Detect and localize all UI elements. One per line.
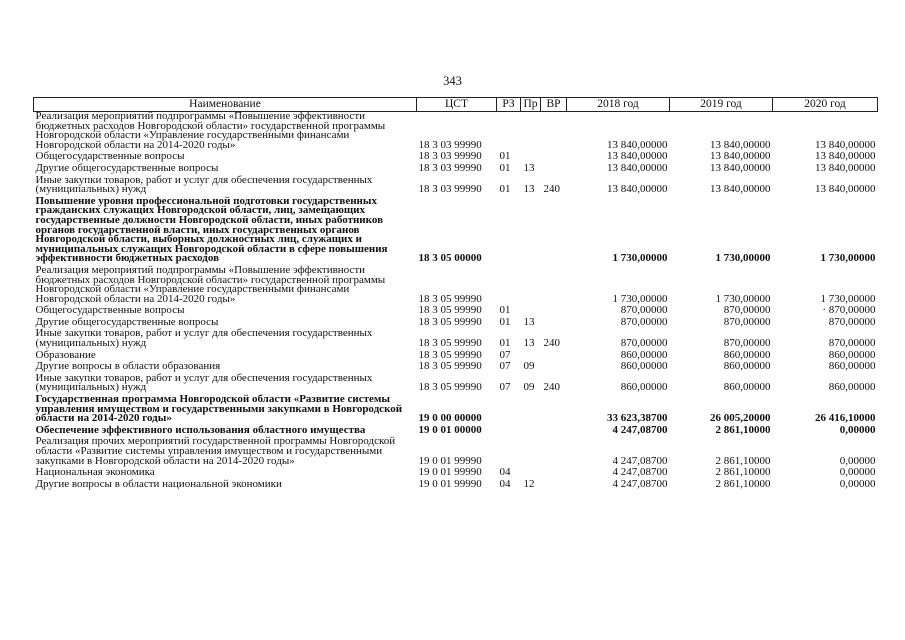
cell-vr [541,195,567,264]
cell-rz: 04 [499,477,511,490]
cell-name: Другие вопросы в области национальной экономики [35,477,282,490]
cell-pr: 13 [523,315,535,328]
cell-2019: 2 861,10000 [715,454,771,467]
cell-name: Реализация прочих мероприятий государственной программы Новгородской области «Развитие системы управления имуществом и государственными закупками в Новгородской области на 2014-2020 годы» [35,435,396,467]
cell-vr [541,393,567,424]
cell-name: Обеспечение эффективного использования областного имущества [35,423,366,436]
cell-2018: 860,00000 [620,360,668,373]
cell-pr: 13 [523,161,535,174]
cell-cst: 18 3 05 99990 [418,381,482,394]
cell-vr: 240 [543,381,560,394]
cell-name: Другие общегосударственные вопросы [35,315,219,328]
cell-2020: 13 840,00000 [815,138,876,151]
cell-2019: 2 861,10000 [715,423,771,436]
header-2020: 2020 год [773,98,878,112]
header-2018: 2018 год [567,98,670,112]
table-row [34,424,878,436]
cell-2019: 13 840,00000 [710,150,771,163]
table-row [34,327,878,348]
table-row [34,150,878,162]
cell-cst: 18 3 03 99990 [418,150,482,163]
cell-2018: 33 623,38700 [607,412,668,425]
cell-pr: 09 [523,360,535,373]
cell-2018: 4 247,08700 [612,466,668,479]
table-body [34,112,878,490]
cell-rz: 01 [499,304,511,317]
cell-2020: 0,00000 [839,466,876,479]
cell-2020: 13 840,00000 [815,161,876,174]
cell-vr [541,349,567,361]
cell-pr [521,264,541,304]
cell-2018: 860,00000 [620,381,668,394]
header-name: Наименование [34,98,417,112]
cell-pr [521,304,541,316]
cell-vr [541,360,567,372]
table-row [34,304,878,316]
cell-pr [521,435,541,466]
cell-name: Государственная программа Новгородской области «Развитие системы управления имуществом и государственными закупками в Новгородской области на 2014-2020 годы» [35,393,403,425]
cell-rz: 07 [499,348,511,361]
budget-table [33,97,878,489]
cell-rz [497,424,521,436]
cell-cst: 19 0 01 99990 [418,466,482,479]
cell-vr [541,304,567,316]
table-row [34,478,878,490]
cell-rz: 07 [499,360,511,373]
table-row [34,435,878,466]
cell-2020: 0,00000 [839,454,876,467]
table-row [34,112,878,151]
cell-vr [541,424,567,436]
cell-pr: 12 [523,477,535,490]
cell-cst: 18 3 05 99990 [418,292,482,305]
cell-rz [497,112,521,151]
cell-2019: 860,00000 [723,348,771,361]
cell-2020: 1 730,00000 [820,252,876,265]
table-row [34,466,878,478]
cell-2018: 870,00000 [620,337,668,350]
header-vr: ВР [541,98,567,112]
cell-name: Реализация мероприятий подпрограммы «Повышение эффективности бюджетных расходов Новгородской области» государственной программы Новгородской области «Управление государственными финансами Новгородской области на 2014-2020 годы» [35,110,386,151]
cell-pr [521,424,541,436]
table-row [34,162,878,174]
cell-rz: 01 [499,315,511,328]
cell-2020: 1 730,00000 [820,292,876,305]
table-row [34,372,878,393]
cell-rz: 01 [499,183,511,196]
cell-name: Повышение уровня профессиональной подготовки государственных гражданских служащих Новгородской области, лиц, замещающих государственные должности Новгородской области, иных работников органов государственной власти, иных государственных органов Новгородской области, выборных должностных лиц, служащих и муниципальных служащих Новгородской области в сфере повышения эффективности бюджетных расходов [35,194,388,265]
cell-2018: 13 840,00000 [607,161,668,174]
header-2019: 2019 год [670,98,773,112]
header-cst: ЦСТ [417,98,497,112]
cell-cst: 19 0 01 00000 [418,423,482,436]
cell-vr [541,435,567,466]
cell-2019: 26 005,20000 [710,412,771,425]
cell-rz: 01 [499,337,511,350]
table-row [34,393,878,424]
cell-vr [541,478,567,490]
cell-vr [541,466,567,478]
cell-pr [521,112,541,151]
cell-rz: 07 [499,381,511,394]
cell-cst: 19 0 01 99990 [418,477,482,490]
cell-cst: 18 3 05 99990 [418,304,482,317]
cell-2018: 13 840,00000 [607,183,668,196]
cell-cst: 18 3 05 00000 [418,252,482,265]
cell-2018: 1 730,00000 [612,252,668,265]
table-row [34,174,878,195]
cell-2020: 870,00000 [828,315,876,328]
cell-pr [521,195,541,264]
cell-2020: 860,00000 [828,360,876,373]
cell-cst: 18 3 05 99990 [418,348,482,361]
cell-cst: 18 3 05 99990 [418,315,482,328]
cell-2019: 870,00000 [723,315,771,328]
cell-rz: 04 [499,466,511,479]
cell-cst: 18 3 03 99990 [418,183,482,196]
cell-pr: 09 [523,381,535,394]
cell-name: Национальная экономика [35,466,155,479]
cell-2019: 860,00000 [723,381,771,394]
cell-cst: 19 0 00 00000 [418,412,482,425]
cell-2020: 860,00000 [828,348,876,361]
cell-2019: 860,00000 [723,360,771,373]
cell-2020: · 870,00000 [822,304,876,317]
header-rz: РЗ [497,98,521,112]
cell-vr [541,264,567,304]
cell-2020: 870,00000 [828,337,876,350]
cell-name: Другие вопросы в области образования [35,360,221,373]
cell-pr [521,150,541,162]
cell-name: Общегосударственные вопросы [35,304,185,317]
cell-2018: 870,00000 [620,304,668,317]
cell-name: Иные закупки товаров, работ и услуг для обеспечения государственных (муниципальных) нужд [35,173,373,196]
cell-2019: 2 861,10000 [715,466,771,479]
cell-2019: 2 861,10000 [715,477,771,490]
cell-vr [541,162,567,174]
cell-cst: 19 0 01 99990 [418,454,482,467]
cell-2019: 13 840,00000 [710,161,771,174]
cell-2019: 13 840,00000 [710,183,771,196]
cell-rz [497,435,521,466]
cell-2020: 0,00000 [839,423,876,436]
cell-2018: 1 730,00000 [612,292,668,305]
cell-cst: 18 3 03 99990 [418,161,482,174]
cell-2020: 26 416,10000 [815,412,876,425]
cell-2020: 13 840,00000 [815,183,876,196]
cell-name: Иные закупки товаров, работ и услуг для обеспечения государственных (муниципальных) нужд [35,371,373,394]
cell-pr: 13 [523,337,535,350]
table-row [34,349,878,361]
cell-pr: 13 [523,183,535,196]
cell-rz [497,393,521,424]
cell-name: Образование [35,348,96,361]
cell-2020: 0,00000 [839,477,876,490]
cell-2019: 1 730,00000 [715,292,771,305]
cell-cst: 18 3 03 99990 [418,138,482,151]
cell-2019: 870,00000 [723,304,771,317]
cell-2018: 870,00000 [620,315,668,328]
cell-rz: 01 [499,150,511,163]
cell-vr [541,112,567,151]
cell-vr [541,316,567,328]
table-row [34,264,878,304]
cell-name: Реализация мероприятий подпрограммы «Повышение эффективности бюджетных расходов Новгородской области» государственной программы Новгородской области «Управление государственными финансами Новгородской области на 2014-2020 годы» [35,263,386,305]
cell-name: Другие общегосударственные вопросы [35,161,219,174]
cell-rz [497,195,521,264]
cell-2019: 1 730,00000 [715,252,771,265]
cell-vr: 240 [543,183,560,196]
cell-rz [497,264,521,304]
cell-pr [521,393,541,424]
cell-2018: 4 247,08700 [612,423,668,436]
cell-name: Общегосударственные вопросы [35,150,185,163]
cell-vr [541,150,567,162]
cell-2018: 13 840,00000 [607,138,668,151]
table-row [34,360,878,372]
cell-2018: 13 840,00000 [607,150,668,163]
cell-2018: 860,00000 [620,348,668,361]
cell-vr: 240 [543,337,560,350]
header-pr: Пр [521,98,541,112]
cell-2020: 13 840,00000 [815,150,876,163]
table-row [34,316,878,328]
cell-2020: 860,00000 [828,381,876,394]
cell-cst: 18 3 05 99990 [418,337,482,350]
cell-2019: 870,00000 [723,337,771,350]
cell-cst: 18 3 05 99990 [418,360,482,373]
cell-pr [521,466,541,478]
cell-pr [521,349,541,361]
cell-2018: 4 247,08700 [612,454,668,467]
cell-name: Иные закупки товаров, работ и услуг для обеспечения государственных (муниципальных) нужд [35,327,373,350]
cell-2019: 13 840,00000 [710,138,771,151]
page-number: 343 [443,74,462,88]
table-row [34,195,878,264]
cell-2018: 4 247,08700 [612,477,668,490]
cell-rz: 01 [499,161,511,174]
